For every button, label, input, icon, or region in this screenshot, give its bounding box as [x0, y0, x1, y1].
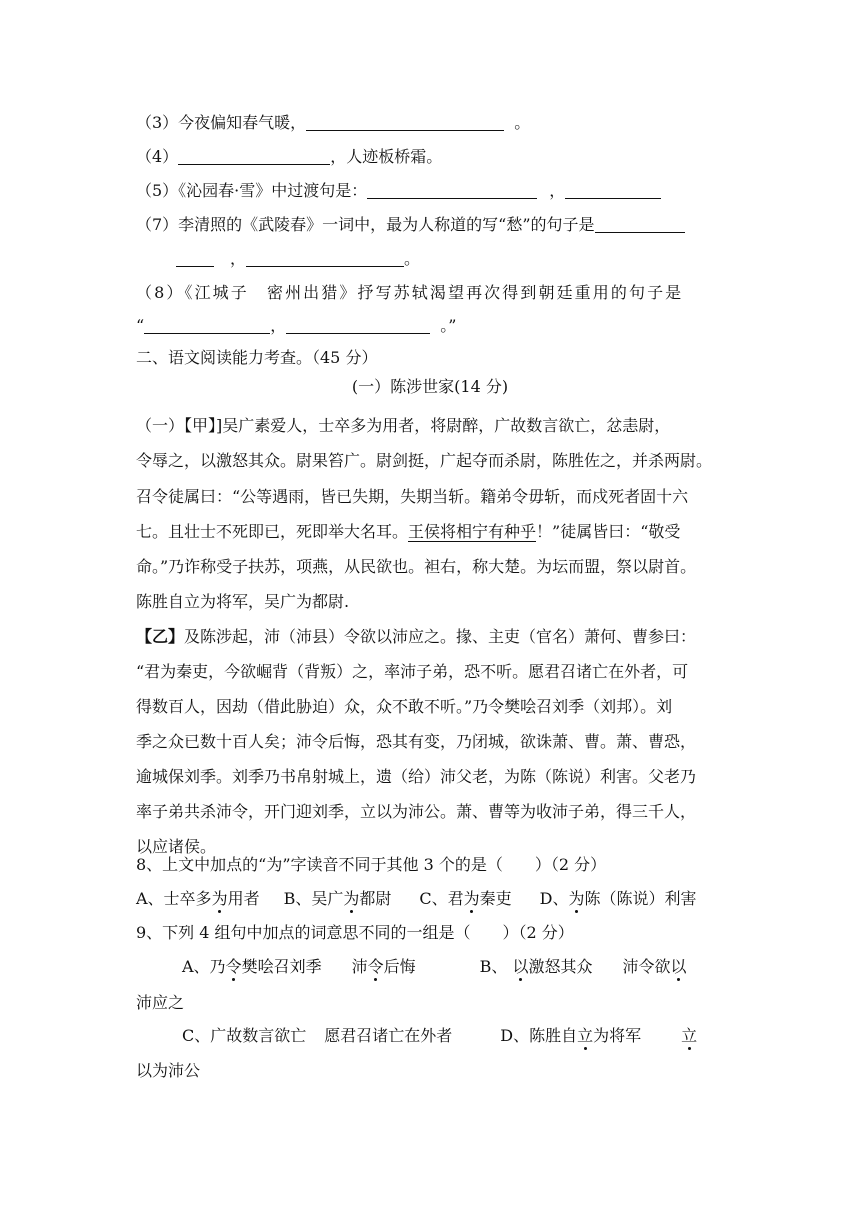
q8-line-1 — [136, 283, 683, 303]
q8-answer-blank-2[interactable] — [286, 317, 430, 334]
yi-line-3: 得数百人，因劫（借此胁迫）众，众不敢不听。”乃令樊哙召刘季（刘邦）。刘 — [136, 697, 673, 716]
q5-line — [136, 181, 661, 201]
q4-line — [136, 147, 442, 167]
q8-option-b[interactable]: B、吴广为都尉 — [283, 889, 392, 908]
q8-option-d[interactable]: D、为陈（陈说）利害 — [539, 889, 697, 908]
yi-line-4: 季之众已数十百人矣；沛令后悔，恐其有变，乃闭城，欲诛萧、曹。萧、曹恐， — [136, 732, 697, 751]
q7-end: 。 — [404, 249, 421, 268]
section-heading: 二、语文阅读能力考查。（45 分） — [136, 348, 378, 367]
q8-end: 。” — [440, 316, 457, 335]
q8-mc-options — [136, 889, 697, 909]
jia-line-4-a: 七。且壮士不死即已，死即举大名耳。 — [136, 522, 409, 541]
q7-answer-blank-1-cont[interactable] — [176, 250, 214, 267]
passage-title: (一）陈涉世家(14 分) — [351, 377, 509, 396]
jia-line-4-b: ！”徒属皆曰：“敬受 — [536, 522, 681, 541]
q8-option-a[interactable]: A、士卒多为用者 — [136, 889, 260, 908]
jia-line-2: 令辱之，以激怒其众。尉果笞广。尉剑挺，广起夺而杀尉，陈胜佐之，并杀两尉。 — [136, 451, 713, 470]
q5-answer-blank-2[interactable] — [565, 182, 661, 199]
q7-line-1 — [136, 215, 685, 235]
q8-answer-blank-1[interactable] — [144, 317, 270, 334]
q7-text: （7）李清照的《武陵春》一词中，最为人称道的写“愁”的句子是 — [136, 215, 595, 234]
q8-text: （8）《江城子 密州出猎》抒写苏轼渴望再次得到朝廷重用的句子是 — [136, 283, 684, 302]
q7-sep: ， — [230, 249, 247, 268]
q8-line-2 — [136, 316, 456, 336]
jia-line-4 — [136, 522, 680, 542]
q7-answer-blank-2[interactable] — [246, 250, 404, 267]
yi-line-2: “君为秦吏，今欲崛背（背叛）之，率沛子弟，恐不听。愿君召诸亡在外者，可 — [136, 662, 689, 681]
jia-line-5: 命。”乃诈称受子扶苏，项燕，从民欲也。袒右，称大楚。为坛而盟，祭以尉首。 — [136, 557, 697, 576]
yi-line-5: 逾城保刘季。刘季乃书帛射城上，遗（给）沛父老，为陈（陈说）利害。父老乃 — [136, 767, 697, 786]
q4-prefix: （4） — [136, 147, 179, 166]
yi-line-7: 以应诸侯。 — [136, 837, 217, 856]
q9-option-c[interactable]: C、广故数言欲亡 愿君召诸亡在外者 — [182, 1026, 453, 1045]
q8-mc-stem: 8、上文中加点的“为”字读音不同于其他 3 个的是（ ）（2 分） — [136, 855, 607, 874]
q5-answer-blank-1[interactable] — [367, 182, 537, 199]
jia-line-3: 召令徒属曰：“公等遇雨，皆已失期，失期当斩。籍弟令毋斩，而戍死者固十六 — [136, 487, 689, 506]
q3-answer-blank[interactable] — [306, 114, 504, 131]
yi-line-1-text: 及陈涉起，沛（沛县）令欲以沛应之。掾、主吏（官名）萧何、曹参曰： — [184, 627, 697, 646]
q3-prefix: （3）今夜偏知春气暖， — [136, 113, 307, 132]
q9-option-b[interactable]: B、 以激怒其众 沛令欲以 — [479, 957, 687, 976]
q4-suffix: ，人迹板桥霜。 — [330, 147, 443, 166]
q9-option-d-cont: 以为沛公 — [136, 1061, 201, 1080]
jia-underlined-sentence: 王侯将相宁有种乎 — [408, 522, 537, 541]
q8-option-c[interactable]: C、君为秦吏 — [419, 889, 512, 908]
q5-prefix: （5）《沁园春·雪》中过渡句是： — [136, 181, 368, 200]
jia-line-6: 陈胜自立为将军，吴广为都尉. — [136, 592, 350, 611]
q8-sep: ， — [270, 316, 287, 335]
yi-line-6: 率子弟共杀沛令，开门迎刘季，立以为沛公。萧、曹等为收沛子弟，得三千人， — [136, 802, 697, 821]
yi-line-1 — [136, 627, 696, 647]
yi-marker: 【乙】 — [136, 627, 185, 646]
q7-line-2 — [176, 249, 420, 269]
q5-sep: ， — [549, 181, 566, 200]
q9-option-b-cont: 沛应之 — [136, 993, 185, 1012]
q7-answer-blank-1[interactable] — [595, 216, 685, 233]
q9-row-ab — [182, 957, 687, 977]
q4-answer-blank[interactable] — [178, 148, 330, 165]
q3-suffix: 。 — [514, 113, 531, 132]
q3-line — [136, 113, 530, 133]
q8-open: “ — [136, 316, 145, 335]
q9-row-cd — [182, 1026, 697, 1046]
q9-option-d[interactable]: D、陈胜自立为将军 立 — [500, 1026, 698, 1045]
q9-option-a[interactable]: A、乃令樊哙召刘季 沛令后悔 — [182, 957, 416, 976]
jia-line-1: （一）【甲】]吴广素爱人，士卒多为用者，将尉醉，广故数言欲亡，忿恚尉， — [136, 416, 671, 435]
q9-mc-stem: 9、下列 4 组句中加点的词意思不同的一组是（ ）（2 分） — [136, 923, 574, 942]
